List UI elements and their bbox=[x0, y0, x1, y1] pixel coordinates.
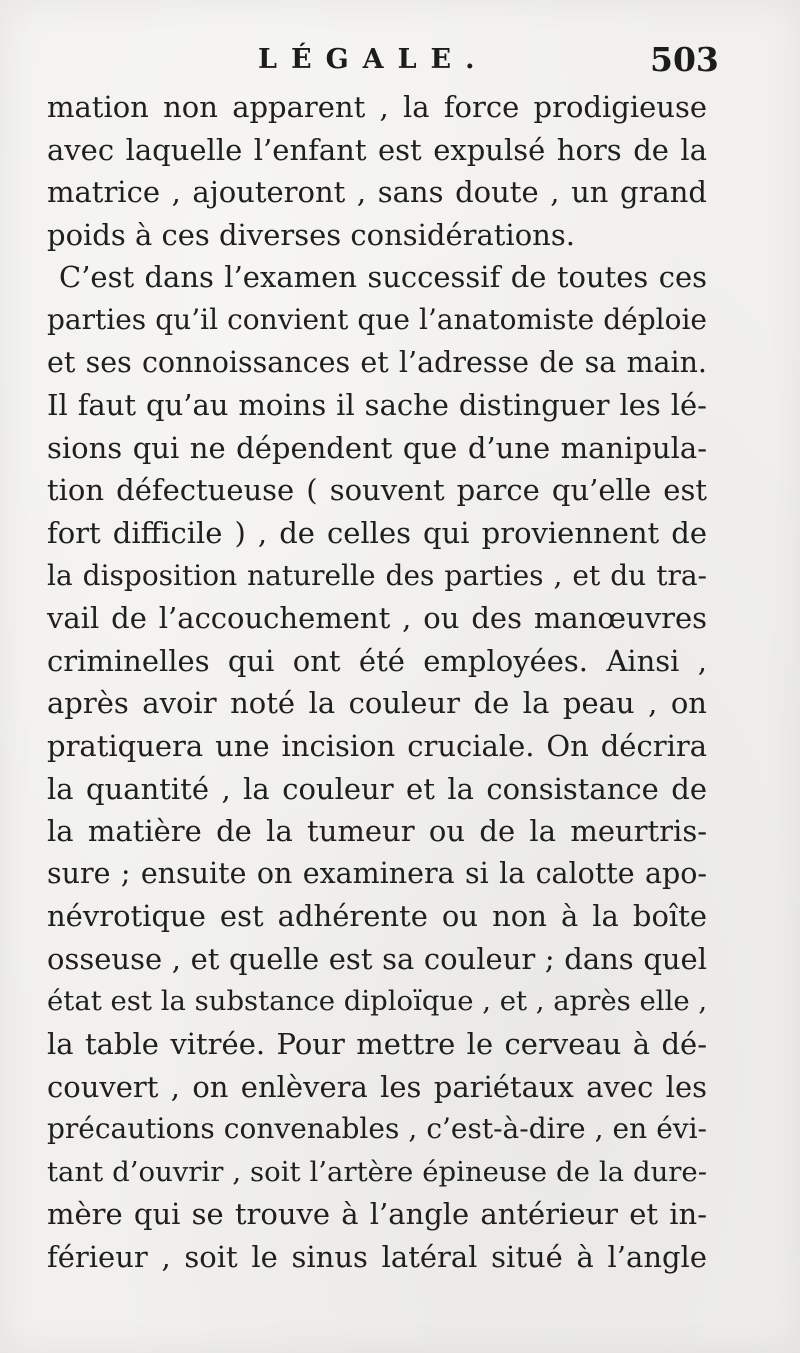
text-line: tion défectueuse ( souvent parce qu’elle est bbox=[47, 473, 707, 508]
text-line: parties qu’il convient que l’anatomiste déploie bbox=[47, 302, 707, 336]
text-line: vail de l’accouchement , ou des manœuvres bbox=[47, 601, 707, 636]
text-line: Il faut qu’au moins il sache distinguer les lé- bbox=[47, 388, 707, 423]
text-line: férieur , soit le sinus latéral situé à l’angle bbox=[47, 1240, 707, 1275]
text-line: après avoir noté la couleur de la peau , on bbox=[47, 686, 707, 721]
text-line: état est la substance diploïque , et , après elle , bbox=[47, 985, 708, 1018]
text-line: la disposition naturelle des parties , et du tra- bbox=[47, 558, 707, 592]
text-line: mation non apparent , la force prodigieuse bbox=[47, 90, 707, 124]
text-line: couvert , on enlèvera les pariétaux avec les bbox=[47, 1069, 707, 1104]
text-line: matrice , ajouteront , sans doute , un grand bbox=[47, 175, 707, 210]
text-line: sure ; ensuite on examinera si la calotte apo- bbox=[47, 856, 707, 890]
text-line: et ses connoissances et l’adresse de sa main. bbox=[47, 345, 707, 379]
text-line: mère qui se trouve à l’angle antérieur et in- bbox=[47, 1197, 707, 1232]
text-line: fort difficile ) , de celles qui proviennent de bbox=[47, 515, 707, 550]
text-line: précautions convenables , c’est-à-dire , en évi- bbox=[47, 1112, 707, 1146]
text-line: criminelles qui ont été employées. Ainsi , bbox=[47, 643, 707, 678]
text-line: avec laquelle l’enfant est expulsé hors de la bbox=[47, 132, 707, 167]
text-line: osseuse , et quelle est sa couleur ; dans quel bbox=[47, 941, 707, 976]
text-line: tant d’ouvrir , soit l’artère épineuse de la dure- bbox=[47, 1155, 707, 1188]
text-line: la table vitrée. Pour mettre le cerveau à dé- bbox=[47, 1027, 707, 1062]
page-number: 503 bbox=[650, 40, 719, 79]
text-line: pratiquera une incision cruciale. On décrira bbox=[47, 728, 707, 763]
text-line: sions qui ne dépendent que d’une manipula- bbox=[47, 430, 707, 465]
text-line: la quantité , la couleur et la consistance de bbox=[47, 771, 707, 806]
running-head bbox=[0, 40, 800, 84]
paragraph-end-line: poids à ces diverses considérations. bbox=[47, 217, 575, 252]
paragraph-start-line: C’est dans l’examen successif de toutes ces bbox=[59, 260, 707, 295]
text-line: névrotique est adhérente ou non à la boîte bbox=[47, 899, 707, 934]
running-title: LÉGALE. bbox=[258, 44, 489, 75]
text-line: la matière de la tumeur ou de la meurtris- bbox=[47, 814, 707, 849]
body-text bbox=[47, 86, 707, 1279]
